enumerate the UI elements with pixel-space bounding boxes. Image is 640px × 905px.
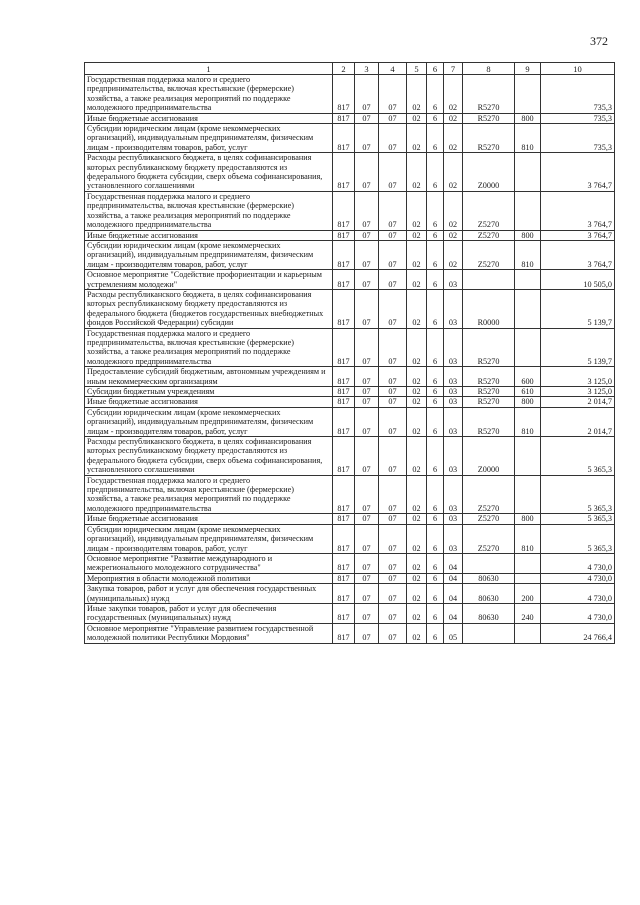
program-code-cell: 02 (407, 153, 427, 192)
section-code-cell: 07 (355, 514, 379, 524)
event-code-cell: 03 (444, 328, 463, 367)
amount-cell: 735,3 (541, 124, 615, 153)
program-code-cell: 02 (407, 584, 427, 604)
expense-type-code-cell: 800 (515, 397, 541, 407)
subsection-code-cell: 07 (379, 584, 407, 604)
row-name-cell: Основное мероприятие "Управление развитием государственной молодежной политики Республики Мордовия" (85, 623, 333, 643)
section-code-cell: 07 (355, 75, 379, 114)
amount-cell: 4 730,0 (541, 553, 615, 573)
section-code-cell: 07 (355, 623, 379, 643)
column-header: 4 (379, 63, 407, 75)
expense-type-code-cell: 610 (515, 387, 541, 397)
row-name-cell: Иные бюджетные ассигнования (85, 514, 333, 524)
program-code-cell: 02 (407, 289, 427, 328)
row-name-cell: Субсидии юридическим лицам (кроме некоммерческих организаций), индивидуальным предпринимателям, физическим лицам - производителям товаров, работ, услуг (85, 240, 333, 269)
admin-code-cell: 817 (333, 230, 355, 240)
table-row (85, 153, 615, 192)
subprogram-code-cell: 6 (427, 623, 444, 643)
section-code-cell: 07 (355, 367, 379, 387)
direction-code-cell: Z0000 (463, 153, 515, 192)
amount-cell: 5 139,7 (541, 289, 615, 328)
program-code-cell: 02 (407, 113, 427, 123)
direction-code-cell: R5270 (463, 113, 515, 123)
subsection-code-cell: 07 (379, 153, 407, 192)
table-row (85, 289, 615, 328)
direction-code-cell: 80630 (463, 603, 515, 623)
event-code-cell: 02 (444, 113, 463, 123)
amount-cell: 5 139,7 (541, 328, 615, 367)
admin-code-cell: 817 (333, 407, 355, 436)
section-code-cell: 07 (355, 524, 379, 553)
event-code-cell: 03 (444, 289, 463, 328)
amount-cell: 735,3 (541, 113, 615, 123)
subsection-code-cell: 07 (379, 124, 407, 153)
subsection-code-cell: 07 (379, 397, 407, 407)
admin-code-cell: 817 (333, 553, 355, 573)
subsection-code-cell: 07 (379, 573, 407, 583)
section-code-cell: 07 (355, 191, 379, 230)
amount-cell: 3 764,7 (541, 240, 615, 269)
event-code-cell: 03 (444, 387, 463, 397)
event-code-cell: 04 (444, 553, 463, 573)
subprogram-code-cell: 6 (427, 289, 444, 328)
subprogram-code-cell: 6 (427, 230, 444, 240)
subprogram-code-cell: 6 (427, 191, 444, 230)
admin-code-cell: 817 (333, 289, 355, 328)
section-code-cell: 07 (355, 230, 379, 240)
amount-cell: 5 365,3 (541, 437, 615, 476)
section-code-cell: 07 (355, 240, 379, 269)
event-code-cell: 02 (444, 75, 463, 114)
amount-cell: 3 125,0 (541, 387, 615, 397)
table-row (85, 514, 615, 524)
program-code-cell: 02 (407, 514, 427, 524)
direction-code-cell: R5270 (463, 124, 515, 153)
program-code-cell: 02 (407, 191, 427, 230)
section-code-cell: 07 (355, 397, 379, 407)
section-code-cell: 07 (355, 328, 379, 367)
subsection-code-cell: 07 (379, 524, 407, 553)
subsection-code-cell: 07 (379, 367, 407, 387)
table-row (85, 584, 615, 604)
expense-type-code-cell (515, 553, 541, 573)
subprogram-code-cell: 6 (427, 553, 444, 573)
subprogram-code-cell: 6 (427, 584, 444, 604)
expense-type-code-cell: 810 (515, 124, 541, 153)
event-code-cell: 02 (444, 124, 463, 153)
column-header: 6 (427, 63, 444, 75)
column-header: 7 (444, 63, 463, 75)
table-row (85, 437, 615, 476)
expense-type-code-cell: 240 (515, 603, 541, 623)
row-name-cell: Предоставление субсидий бюджетным, автономным учреждениям и иным некоммерческим организациям (85, 367, 333, 387)
expense-type-code-cell (515, 153, 541, 192)
subsection-code-cell: 07 (379, 603, 407, 623)
event-code-cell: 03 (444, 270, 463, 290)
expense-type-code-cell: 800 (515, 113, 541, 123)
direction-code-cell: 80630 (463, 573, 515, 583)
amount-cell: 4 730,0 (541, 603, 615, 623)
subprogram-code-cell: 6 (427, 270, 444, 290)
event-code-cell: 03 (444, 475, 463, 514)
event-code-cell: 04 (444, 573, 463, 583)
row-name-cell: Расходы республиканского бюджета, в целях софинансирования которых республиканскому бюджету предоставляются из федерального бюджета (бюджетов государственных внебюджетных фондов Российской Федерации) субсидии (85, 289, 333, 328)
program-code-cell: 02 (407, 553, 427, 573)
direction-code-cell: R5270 (463, 367, 515, 387)
subprogram-code-cell: 6 (427, 407, 444, 436)
direction-code-cell: Z5270 (463, 524, 515, 553)
program-code-cell: 02 (407, 75, 427, 114)
admin-code-cell: 817 (333, 514, 355, 524)
subsection-code-cell: 07 (379, 407, 407, 436)
column-header: 8 (463, 63, 515, 75)
row-name-cell: Мероприятия в области молодежной политики (85, 573, 333, 583)
direction-code-cell: R5270 (463, 407, 515, 436)
row-name-cell: Государственная поддержка малого и среднего предпринимательства, включая крестьянские (фермерские) хозяйства, а также реализация мероприятий по поддержке молодежного предпринимательства (85, 328, 333, 367)
subprogram-code-cell: 6 (427, 475, 444, 514)
row-name-cell: Иные бюджетные ассигнования (85, 230, 333, 240)
subprogram-code-cell: 6 (427, 603, 444, 623)
event-code-cell: 02 (444, 153, 463, 192)
program-code-cell: 02 (407, 397, 427, 407)
admin-code-cell: 817 (333, 584, 355, 604)
event-code-cell: 05 (444, 623, 463, 643)
table-header-row (85, 63, 615, 75)
event-code-cell: 03 (444, 397, 463, 407)
subsection-code-cell: 07 (379, 553, 407, 573)
event-code-cell: 03 (444, 367, 463, 387)
direction-code-cell: R5270 (463, 75, 515, 114)
admin-code-cell: 817 (333, 387, 355, 397)
budget-table (84, 62, 615, 644)
subsection-code-cell: 07 (379, 387, 407, 397)
row-name-cell: Субсидии юридическим лицам (кроме некоммерческих организаций), индивидуальным предпринимателям, физическим лицам - производителям товаров, работ, услуг (85, 407, 333, 436)
table-row (85, 230, 615, 240)
expense-type-code-cell: 810 (515, 524, 541, 553)
row-name-cell: Основное мероприятие "Развитие международного и межрегионального молодежного сотрудничества" (85, 553, 333, 573)
direction-code-cell (463, 270, 515, 290)
admin-code-cell: 817 (333, 328, 355, 367)
subprogram-code-cell: 6 (427, 387, 444, 397)
amount-cell: 4 730,0 (541, 584, 615, 604)
expense-type-code-cell (515, 75, 541, 114)
column-header: 10 (541, 63, 615, 75)
direction-code-cell (463, 553, 515, 573)
row-name-cell: Субсидии юридическим лицам (кроме некоммерческих организаций), индивидуальным предпринимателям, физическим лицам - производителям товаров, работ, услуг (85, 124, 333, 153)
admin-code-cell: 817 (333, 75, 355, 114)
amount-cell: 4 730,0 (541, 573, 615, 583)
program-code-cell: 02 (407, 623, 427, 643)
row-name-cell: Расходы республиканского бюджета, в целях софинансирования которых республиканскому бюджету предоставляются из федерального бюджета субсидии, сверх объема софинансирования, установленного соглашениями (85, 153, 333, 192)
event-code-cell: 03 (444, 407, 463, 436)
expense-type-code-cell (515, 289, 541, 328)
subsection-code-cell: 07 (379, 230, 407, 240)
direction-code-cell: Z5270 (463, 240, 515, 269)
row-name-cell: Субсидии юридическим лицам (кроме некоммерческих организаций), индивидуальным предпринимателям, физическим лицам - производителям товаров, работ, услуг (85, 524, 333, 553)
subprogram-code-cell: 6 (427, 328, 444, 367)
admin-code-cell: 817 (333, 603, 355, 623)
direction-code-cell: Z5270 (463, 230, 515, 240)
direction-code-cell: R5270 (463, 387, 515, 397)
program-code-cell: 02 (407, 475, 427, 514)
table-body (85, 75, 615, 644)
subsection-code-cell: 07 (379, 475, 407, 514)
row-name-cell: Закупка товаров, работ и услуг для обеспечения государственных (муниципальных) нужд (85, 584, 333, 604)
row-name-cell: Иные бюджетные ассигнования (85, 113, 333, 123)
admin-code-cell: 817 (333, 367, 355, 387)
row-name-cell: Основное мероприятие "Содействие профориентации и карьерным устремлениям молодежи" (85, 270, 333, 290)
section-code-cell: 07 (355, 387, 379, 397)
program-code-cell: 02 (407, 603, 427, 623)
column-header: 2 (333, 63, 355, 75)
amount-cell: 5 365,3 (541, 524, 615, 553)
table-row (85, 475, 615, 514)
column-header: 3 (355, 63, 379, 75)
section-code-cell: 07 (355, 113, 379, 123)
admin-code-cell: 817 (333, 623, 355, 643)
expense-type-code-cell: 800 (515, 514, 541, 524)
expense-type-code-cell (515, 270, 541, 290)
section-code-cell: 07 (355, 289, 379, 328)
admin-code-cell: 817 (333, 191, 355, 230)
table-row (85, 328, 615, 367)
section-code-cell: 07 (355, 584, 379, 604)
direction-code-cell: Z0000 (463, 437, 515, 476)
admin-code-cell: 817 (333, 240, 355, 269)
program-code-cell: 02 (407, 573, 427, 583)
expense-type-code-cell: 810 (515, 407, 541, 436)
direction-code-cell: R5270 (463, 328, 515, 367)
subsection-code-cell: 07 (379, 191, 407, 230)
expense-type-code-cell: 600 (515, 367, 541, 387)
program-code-cell: 02 (407, 230, 427, 240)
column-header: 9 (515, 63, 541, 75)
event-code-cell: 03 (444, 514, 463, 524)
amount-cell: 5 365,3 (541, 514, 615, 524)
expense-type-code-cell: 200 (515, 584, 541, 604)
section-code-cell: 07 (355, 407, 379, 436)
row-name-cell: Субсидии бюджетным учреждениям (85, 387, 333, 397)
direction-code-cell: Z5270 (463, 191, 515, 230)
subsection-code-cell: 07 (379, 75, 407, 114)
table-row (85, 603, 615, 623)
table-row (85, 191, 615, 230)
amount-cell: 10 505,0 (541, 270, 615, 290)
program-code-cell: 02 (407, 240, 427, 269)
subprogram-code-cell: 6 (427, 397, 444, 407)
column-header: 1 (85, 63, 333, 75)
event-code-cell: 04 (444, 584, 463, 604)
subprogram-code-cell: 6 (427, 153, 444, 192)
program-code-cell: 02 (407, 124, 427, 153)
subprogram-code-cell: 6 (427, 113, 444, 123)
amount-cell: 24 766,4 (541, 623, 615, 643)
subprogram-code-cell: 6 (427, 75, 444, 114)
admin-code-cell: 817 (333, 124, 355, 153)
section-code-cell: 07 (355, 437, 379, 476)
admin-code-cell: 817 (333, 397, 355, 407)
table-row (85, 124, 615, 153)
subsection-code-cell: 07 (379, 623, 407, 643)
expense-type-code-cell (515, 437, 541, 476)
direction-code-cell: 80630 (463, 584, 515, 604)
event-code-cell: 03 (444, 524, 463, 553)
row-name-cell: Государственная поддержка малого и среднего предпринимательства, включая крестьянские (фермерские) хозяйства, а также реализация мероприятий по поддержке молодежного предпринимательства (85, 191, 333, 230)
section-code-cell: 07 (355, 573, 379, 583)
subsection-code-cell: 07 (379, 437, 407, 476)
event-code-cell: 02 (444, 240, 463, 269)
row-name-cell: Государственная поддержка малого и среднего предпринимательства, включая крестьянские (фермерские) хозяйства, а также реализация мероприятий по поддержке молодежного предпринимательства (85, 75, 333, 114)
amount-cell: 735,3 (541, 75, 615, 114)
admin-code-cell: 817 (333, 437, 355, 476)
subsection-code-cell: 07 (379, 240, 407, 269)
expense-type-code-cell (515, 328, 541, 367)
table-row (85, 270, 615, 290)
column-header: 5 (407, 63, 427, 75)
table-row (85, 623, 615, 643)
amount-cell: 5 365,3 (541, 475, 615, 514)
direction-code-cell: R5270 (463, 397, 515, 407)
table-row (85, 553, 615, 573)
admin-code-cell: 817 (333, 475, 355, 514)
amount-cell: 3 764,7 (541, 191, 615, 230)
table-row (85, 367, 615, 387)
event-code-cell: 04 (444, 603, 463, 623)
row-name-cell: Расходы республиканского бюджета, в целях софинансирования которых республиканскому бюджету предоставляются из федерального бюджета субсидии, сверх объема софинансирования, установленного соглашениями (85, 437, 333, 476)
page-number: 372 (590, 34, 608, 48)
amount-cell: 2 014,7 (541, 397, 615, 407)
amount-cell: 3 764,7 (541, 153, 615, 192)
section-code-cell: 07 (355, 553, 379, 573)
row-name-cell: Иные бюджетные ассигнования (85, 397, 333, 407)
program-code-cell: 02 (407, 270, 427, 290)
subprogram-code-cell: 6 (427, 367, 444, 387)
event-code-cell: 02 (444, 191, 463, 230)
table-row (85, 240, 615, 269)
expense-type-code-cell: 810 (515, 240, 541, 269)
expense-type-code-cell (515, 573, 541, 583)
amount-cell: 2 014,7 (541, 407, 615, 436)
expense-type-code-cell (515, 191, 541, 230)
subprogram-code-cell: 6 (427, 514, 444, 524)
table-row (85, 113, 615, 123)
direction-code-cell (463, 623, 515, 643)
subsection-code-cell: 07 (379, 514, 407, 524)
event-code-cell: 02 (444, 230, 463, 240)
table-row (85, 75, 615, 114)
subprogram-code-cell: 6 (427, 573, 444, 583)
subsection-code-cell: 07 (379, 270, 407, 290)
program-code-cell: 02 (407, 367, 427, 387)
direction-code-cell: Z5270 (463, 475, 515, 514)
admin-code-cell: 817 (333, 524, 355, 553)
subsection-code-cell: 07 (379, 113, 407, 123)
program-code-cell: 02 (407, 407, 427, 436)
subprogram-code-cell: 6 (427, 524, 444, 553)
subprogram-code-cell: 6 (427, 240, 444, 269)
direction-code-cell: R0000 (463, 289, 515, 328)
section-code-cell: 07 (355, 475, 379, 514)
amount-cell: 3 764,7 (541, 230, 615, 240)
amount-cell: 3 125,0 (541, 367, 615, 387)
row-name-cell: Иные закупки товаров, работ и услуг для обеспечения государственных (муниципальных) нужд (85, 603, 333, 623)
direction-code-cell: Z5270 (463, 514, 515, 524)
table-row (85, 387, 615, 397)
subprogram-code-cell: 6 (427, 124, 444, 153)
section-code-cell: 07 (355, 603, 379, 623)
section-code-cell: 07 (355, 270, 379, 290)
admin-code-cell: 817 (333, 270, 355, 290)
event-code-cell: 03 (444, 437, 463, 476)
table-row (85, 407, 615, 436)
program-code-cell: 02 (407, 387, 427, 397)
program-code-cell: 02 (407, 437, 427, 476)
program-code-cell: 02 (407, 328, 427, 367)
table-row (85, 397, 615, 407)
subsection-code-cell: 07 (379, 289, 407, 328)
admin-code-cell: 817 (333, 573, 355, 583)
table-row (85, 524, 615, 553)
admin-code-cell: 817 (333, 113, 355, 123)
row-name-cell: Государственная поддержка малого и среднего предпринимательства, включая крестьянские (фермерские) хозяйства, а также реализация мероприятий по поддержке молодежного предпринимательства (85, 475, 333, 514)
program-code-cell: 02 (407, 524, 427, 553)
subprogram-code-cell: 6 (427, 437, 444, 476)
expense-type-code-cell (515, 475, 541, 514)
expense-type-code-cell: 800 (515, 230, 541, 240)
section-code-cell: 07 (355, 124, 379, 153)
subsection-code-cell: 07 (379, 328, 407, 367)
expense-type-code-cell (515, 623, 541, 643)
admin-code-cell: 817 (333, 153, 355, 192)
section-code-cell: 07 (355, 153, 379, 192)
table-row (85, 573, 615, 583)
